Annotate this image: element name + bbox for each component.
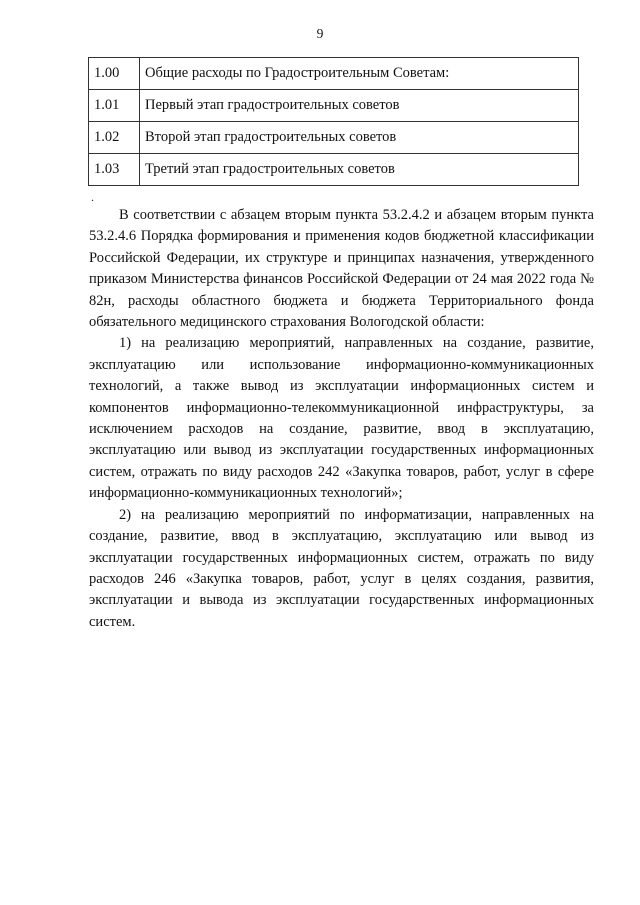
body-text	[89, 205, 594, 633]
table-row	[89, 90, 579, 122]
description-cell: Первый этап градостроительных советов	[140, 90, 579, 122]
table-row	[89, 122, 579, 154]
paragraph-item-1: 1) на реализацию мероприятий, направленных на создание, развитие, эксплуатацию или использование информационно-коммуникационных технологий, а также вывод из эксплуатации информационных систем и компонентов информационно-телекоммуникационной инфраструктуры, за исключением расходов на создание, развитие, ввод в эксплуатацию, эксплуатацию или вывод из эксплуатации государственных информационных систем, отражать по виду расходов 242 «Закупка товаров, работ, услуг в сфере информационно-коммуникационных технологий»;	[89, 335, 594, 502]
table-row	[89, 58, 579, 90]
paragraph-item-2: 2) на реализацию мероприятий по информатизации, направленных на создание, развитие, ввод в эксплуатацию, эксплуатацию или вывод из эксплуатации государственных информационных систем, отражать по виду расходов 246 «Закупка товаров, работ, услуг в целях создания, развития, эксплуатации и вывода из эксплуатации государственных информационных систем.	[89, 506, 594, 630]
code-cell: 1.03	[89, 154, 140, 186]
description-cell: Общие расходы по Градостроительным Советам:	[140, 58, 579, 90]
expense-codes-table	[88, 57, 579, 186]
stray-mark: .	[91, 190, 94, 204]
paragraph-intro: В соответствии с абзацем вторым пункта 53.2.4.2 и абзацем вторым пункта 53.2.4.6 Порядка формирования и применения кодов бюджетной классификации Российской Федерации, их структуре и принципах назначения, утвержденного приказом Министерства финансов Российской Федерации от 24 мая 2022 года № 82н, расходы областного бюджета и бюджета Территориального фонда обязательного медицинского страхования Вологодской области:	[89, 207, 594, 331]
code-cell: 1.00	[89, 58, 140, 90]
code-cell: 1.01	[89, 90, 140, 122]
page-number: 9	[316, 26, 324, 41]
description-cell: Третий этап градостроительных советов	[140, 154, 579, 186]
description-cell: Второй этап градостроительных советов	[140, 122, 579, 154]
table-row	[89, 154, 579, 186]
code-cell: 1.02	[89, 122, 140, 154]
